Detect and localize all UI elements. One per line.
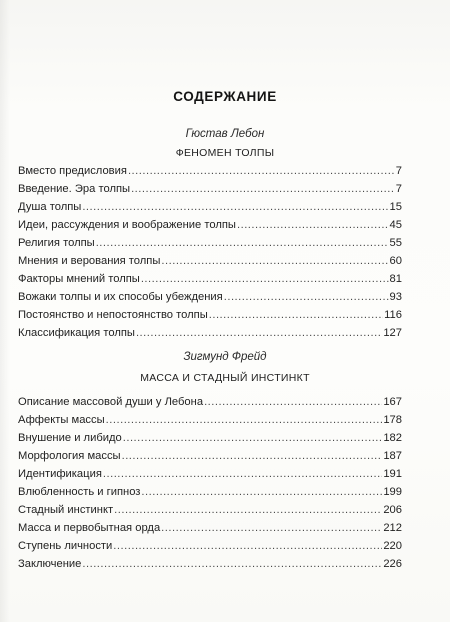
dot-leader bbox=[141, 270, 389, 288]
toc-entry bbox=[18, 411, 402, 429]
dot-leader bbox=[237, 216, 389, 234]
toc-entry-page: 7 bbox=[395, 183, 402, 195]
toc-entry-title: Мнения и верования толпы bbox=[18, 255, 161, 267]
toc-entry-page: 45 bbox=[389, 219, 402, 231]
toc-entry-title: Классификация толпы bbox=[18, 327, 135, 339]
dot-leader bbox=[103, 465, 382, 483]
dot-leader bbox=[114, 501, 382, 519]
toc-entry bbox=[18, 180, 402, 198]
toc-entry-page: 191 bbox=[383, 468, 402, 480]
toc-entry-page: 187 bbox=[383, 450, 402, 462]
toc-entry bbox=[18, 429, 402, 447]
toc-entry-page: 7 bbox=[395, 165, 402, 177]
toc-entry-title: Стадный инстинкт bbox=[18, 504, 114, 516]
toc-entry-title: Морфология массы bbox=[18, 450, 121, 462]
toc-entry bbox=[18, 537, 402, 555]
toc-entry bbox=[18, 198, 402, 216]
toc-entry bbox=[18, 252, 402, 270]
dot-leader bbox=[128, 162, 395, 180]
toc-entry-page: 55 bbox=[389, 237, 402, 249]
dot-leader bbox=[131, 180, 395, 198]
toc-entry-page: 116 bbox=[384, 309, 402, 321]
dot-leader bbox=[141, 483, 382, 501]
dot-leader bbox=[82, 198, 388, 216]
dot-leader bbox=[136, 324, 382, 342]
toc-entry-title: Введение. Эра толпы bbox=[18, 183, 131, 195]
toc-entry bbox=[18, 447, 402, 465]
dot-leader bbox=[209, 306, 383, 324]
section1-author: Гюстав Лебон bbox=[185, 128, 265, 140]
toc-entry-title: Идеи, рассуждения и воображение толпы bbox=[18, 219, 236, 231]
toc-entry bbox=[18, 288, 402, 306]
toc-entry-title: Заключение bbox=[18, 558, 82, 570]
dot-leader bbox=[123, 429, 383, 447]
toc-entry-page: 212 bbox=[383, 522, 402, 534]
section2-toc bbox=[18, 393, 402, 573]
toc-entry bbox=[18, 519, 402, 537]
toc-entry bbox=[18, 555, 402, 573]
toc-entry-page: 93 bbox=[389, 291, 402, 303]
section2-author: Зигмунд Фрейд bbox=[183, 351, 267, 363]
toc-entry-title: Факторы мнений толпы bbox=[18, 273, 140, 285]
toc-entry-title: Аффекты массы bbox=[18, 414, 105, 426]
toc-entry-page: 182 bbox=[383, 432, 402, 444]
toc-entry bbox=[18, 234, 402, 252]
toc-entry bbox=[18, 306, 402, 324]
toc-entry bbox=[18, 483, 402, 501]
toc-entry bbox=[18, 270, 402, 288]
toc-entry-title: Идентификация bbox=[18, 468, 102, 480]
toc-entry bbox=[18, 465, 402, 483]
toc-entry-title: Вместо предисловия bbox=[18, 165, 127, 177]
toc-entry bbox=[18, 501, 402, 519]
dot-leader bbox=[106, 411, 383, 429]
dot-leader bbox=[82, 555, 382, 573]
toc-entry bbox=[18, 324, 402, 342]
toc-entry-page: 167 bbox=[383, 396, 402, 408]
toc-entry bbox=[18, 162, 402, 180]
toc-entry-title: Душа толпы bbox=[18, 201, 82, 213]
toc-entry-title: Вожаки толпы и их способы убеждения bbox=[18, 291, 223, 303]
section2-title: МАССА И СТАДНЫЙ ИНСТИНКТ bbox=[140, 372, 310, 384]
toc-entry-title: Внушение и либидо bbox=[18, 432, 122, 444]
toc-entry-page: 15 bbox=[389, 201, 402, 213]
toc-entry bbox=[18, 393, 402, 411]
dot-leader bbox=[122, 447, 383, 465]
toc-entry-page: 206 bbox=[383, 504, 402, 516]
dot-leader bbox=[224, 288, 389, 306]
toc-entry-page: 127 bbox=[383, 327, 402, 339]
dot-leader bbox=[204, 393, 382, 411]
toc-entry-page: 81 bbox=[389, 273, 402, 285]
toc-entry-page: 60 bbox=[389, 255, 402, 267]
toc-entry-title: Религия толпы bbox=[18, 237, 95, 249]
toc-entry-title: Ступень личности bbox=[18, 540, 113, 552]
section1-title: ФЕНОМЕН ТОЛПЫ bbox=[175, 147, 275, 159]
toc-entry-title: Масса и первобытная орда bbox=[18, 522, 161, 534]
dot-leader bbox=[161, 252, 388, 270]
toc-entry-title: Влюбленность и гипноз bbox=[18, 486, 141, 498]
section1-toc bbox=[18, 162, 402, 342]
toc-entry-title: Постоянство и непостоянство толпы bbox=[18, 309, 208, 321]
toc-entry-page: 199 bbox=[383, 486, 402, 498]
toc-entry bbox=[18, 216, 402, 234]
toc-entry-page: 178 bbox=[383, 414, 402, 426]
toc-entry-title: Описание массовой души у Лебона bbox=[18, 396, 204, 408]
dot-leader bbox=[96, 234, 389, 252]
toc-entry-page: 226 bbox=[383, 558, 402, 570]
toc-entry-page: 220 bbox=[383, 540, 402, 552]
dot-leader bbox=[161, 519, 382, 537]
page-title: СОДЕРЖАНИЕ bbox=[173, 89, 277, 104]
dot-leader bbox=[113, 537, 382, 555]
